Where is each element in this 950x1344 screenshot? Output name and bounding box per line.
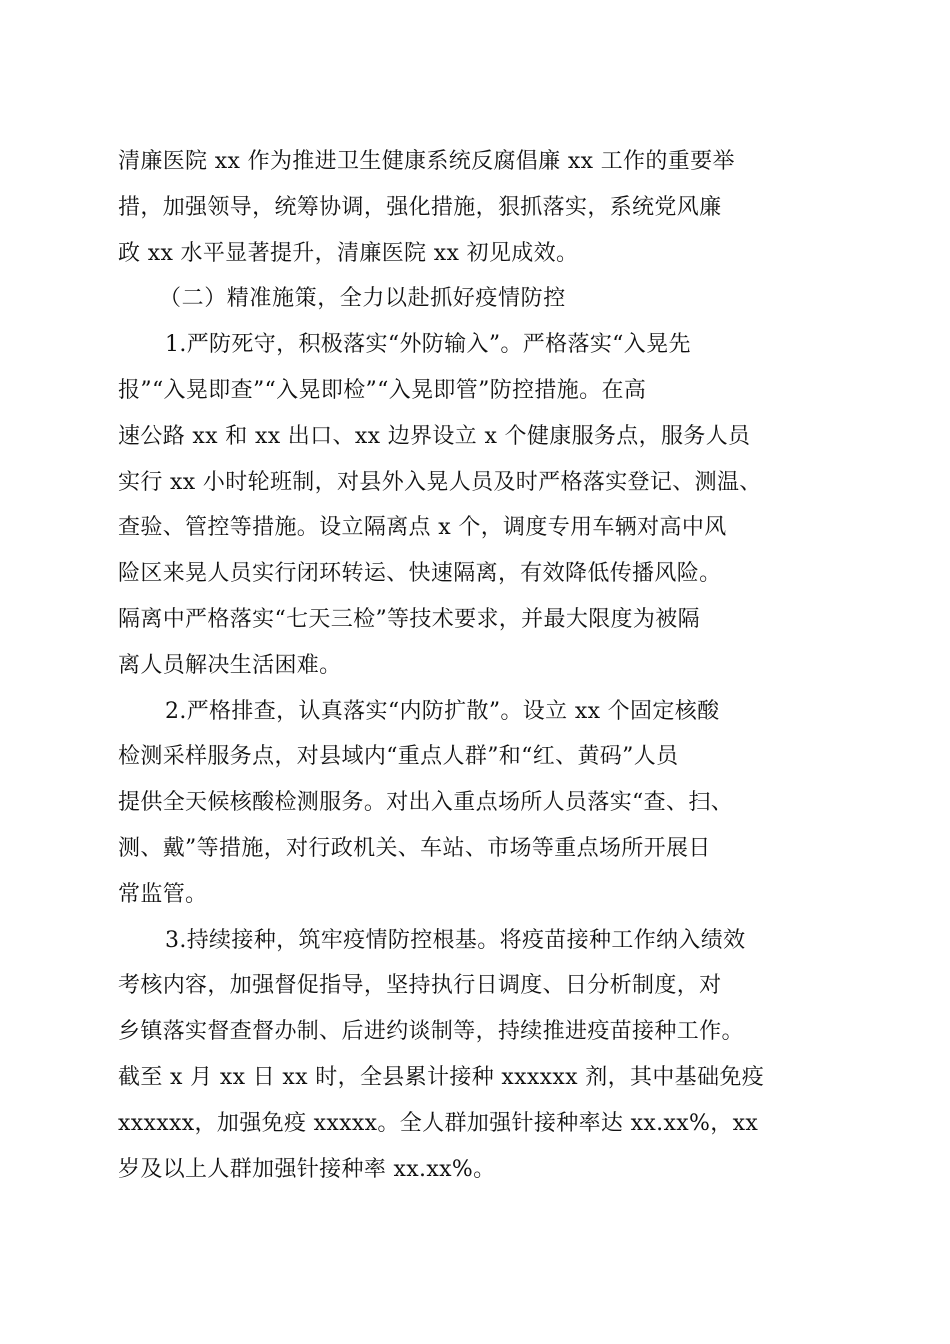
paragraph-line: 3.持续接种，筑牢疫情防控根基。将疫苗接种工作纳入绩效	[165, 927, 746, 953]
paragraph-line: 测、戴”等措施，对行政机关、车站、市场等重点场所开展日	[118, 835, 711, 861]
paragraph-line: 1.严防死守，积极落实“外防输入”。严格落实“入晃先	[165, 332, 691, 358]
paragraph-line: 报”“入晃即查”“入晃即检”“入晃即管”防控措施。在高	[118, 377, 647, 403]
paragraph-line: 离人员解决生活困难。	[118, 652, 342, 678]
paragraph-line: 查验、管控等措施。设立隔离点 x 个，调度专用车辆对高中风	[118, 515, 727, 541]
paragraph-line: 隔离中严格落实“七天三检”等技术要求，并最大限度为被隔	[118, 606, 700, 632]
paragraph-line: 检测采样服务点，对县域内“重点人群”和“红、黄码”人员	[118, 744, 679, 770]
paragraph-line: 实行 xx 小时轮班制，对县外入晃人员及时严格落实登记、测温、	[118, 469, 762, 495]
paragraph-line: 速公路 xx 和 xx 出口、xx 边界设立 x 个健康服务点，服务人员	[118, 423, 751, 449]
paragraph-line: 岁及以上人群加强针接种率 xx.xx%。	[118, 1156, 496, 1182]
section-heading: （二）精准施策，全力以赴抓好疫情防控	[159, 286, 566, 312]
document-page	[118, 139, 838, 1192]
paragraph-line: 政 xx 水平显著提升，清廉医院 xx 初见成效。	[118, 240, 579, 266]
paragraph-line: 提供全天候核酸检测服务。对出入重点场所人员落实“查、扫、	[118, 790, 734, 816]
paragraph-line: 乡镇落实督查督办制、后进约谈制等，持续推进疫苗接种工作。	[118, 1019, 744, 1045]
paragraph-line: xxxxxx，加强免疫 xxxxx。全人群加强针接种率达 xx.xx%，xx	[118, 1110, 759, 1136]
paragraph-line: 截至 x 月 xx 日 xx 时，全县累计接种 xxxxxx 剂，其中基础免疫	[118, 1064, 765, 1090]
paragraph-line: 措，加强领导，统筹协调，强化措施，狠抓落实，系统党风廉	[118, 194, 722, 220]
paragraph-line: 险区来晃人员实行闭环转运、快速隔离，有效降低传播风险。	[118, 561, 722, 587]
paragraph-line: 2.严格排查，认真落实“内防扩散”。设立 xx 个固定核酸	[165, 698, 720, 724]
paragraph-line: 常监管。	[118, 881, 208, 907]
paragraph-line: 清廉医院 xx 作为推进卫生健康系统反腐倡廉 xx 工作的重要举	[118, 149, 735, 174]
paragraph-line: 考核内容，加强督促指导，坚持执行日调度、日分析制度，对	[118, 973, 722, 999]
